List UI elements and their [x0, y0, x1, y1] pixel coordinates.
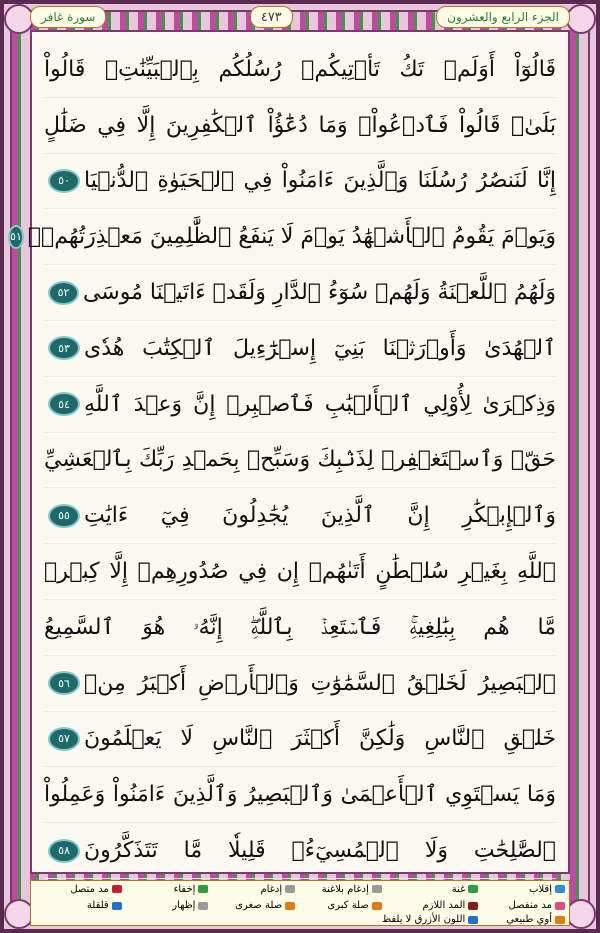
page-header: [30, 4, 570, 30]
legend-label: غنة: [451, 883, 466, 895]
legend-label: أوي طبيعي: [506, 914, 552, 925]
verse-line: [44, 823, 556, 879]
legend-label: المد اللازم: [422, 900, 466, 912]
legend-item: [208, 884, 295, 895]
verse-text: وَٱلۡإِبۡكَٰرِ إِنَّ ٱلَّذِينَ يُجَٰدِلُونَ فِيٓ ءَايَٰتِ: [84, 503, 556, 529]
verse-line: [44, 712, 556, 768]
verse-line: [44, 433, 556, 489]
ayah-number-marker: ٥٣: [48, 336, 80, 360]
legend-item: [382, 914, 478, 925]
verse-text: قَالُوٓاْ أَوَلَمۡ تَكُ تَأۡتِيكُمۡ رُسُلُكُم بِٱلۡبَيِّنَٰتِۖ قَالُواْ: [44, 56, 556, 82]
verse-text: ٱللَّهِ بِغَيۡرِ سُلۡطَٰنٍ أَتَىٰهُمۡ إِن فِي صُدُورِهِمۡ إِلَّا كِبۡرٞ: [44, 559, 556, 585]
legend-swatch: [555, 902, 565, 910]
verse-text: وَلَهُمُ ٱللَّعۡنَةُ وَلَهُمۡ سُوٓءُ ٱلدَّارِ وَلَقَدۡ ءَاتَيۡنَا مُوسَى: [82, 280, 556, 306]
corner-ornament: [566, 4, 596, 34]
legend-label: صلة صغرى: [235, 900, 283, 912]
verse-line: [44, 265, 556, 321]
verse-line: [44, 656, 556, 712]
verse-line: [44, 321, 556, 377]
verse-text: ٱلۡهُدَىٰ وَأَوۡرَثۡنَا بَنِيٓ إِسۡرَٰٓءِيلَ ٱلۡكِتَٰبَ هُدٗى: [84, 335, 556, 361]
legend-item: [382, 900, 478, 911]
legend-label: صلة كبرى: [327, 900, 369, 912]
quran-lines: [10, 42, 556, 870]
verse-text: حَقّٞ وَٱسۡتَغۡفِرۡ لِذَنۢبِكَ وَسَبِّحۡ بِحَمۡدِ رَبِّكَ بِٱلۡعَشِيِّ: [44, 447, 556, 473]
ayah-number-marker: ٥٨: [48, 839, 80, 863]
corner-ornament: [566, 899, 596, 929]
verse-text: وَمَا يَسۡتَوِي ٱلۡأَعۡمَىٰ وَٱلۡبَصِيرُ وَٱلَّذِينَ ءَامَنُواْ وَعَمِلُواْ: [44, 782, 556, 808]
legend-swatch: [468, 885, 478, 893]
verse-text: خَلۡقِ ٱلنَّاسِ وَلَٰكِنَّ أَكۡثَرَ ٱلنَّاسِ لَا يَعۡلَمُونَ: [84, 726, 556, 752]
verse-text: إِنَّا لَنَنصُرُ رُسُلَنَا وَٱلَّذِينَ ءَامَنُواْ فِي ٱلۡحَيَوٰةِ ٱلدُّنۡيَا: [84, 168, 556, 194]
legend-item: [478, 884, 565, 895]
ayah-number-marker: ٥٤: [48, 392, 80, 416]
legend-swatch: [285, 902, 295, 910]
verse-text: وَيَوۡمَ يَقُومُ ٱلۡأَشۡهَٰدُ يَوۡمَ لَا يَنفَعُ ٱلظَّٰلِمِينَ مَعۡذِرَتُهُمۡۖ: [27, 224, 556, 250]
verse-line: [44, 42, 556, 98]
legend-swatch: [285, 885, 295, 893]
legend-item: [478, 914, 565, 925]
legend-swatch: [198, 902, 208, 910]
legend-item: [122, 900, 209, 911]
legend-item: [35, 884, 122, 895]
verse-text: وَذِكۡرَىٰ لِأُوْلِي ٱلۡأَلۡبَٰبِ فَٱصۡبِرۡ إِنَّ وَعۡدَ ٱللَّهِ: [84, 391, 556, 417]
verse-line: [44, 98, 556, 154]
legend-label: قلقلة: [86, 900, 109, 912]
legend-swatch: [468, 916, 478, 924]
ayah-number-marker: ٥٦: [48, 671, 80, 695]
verse-line: [44, 488, 556, 544]
juz-label: الجزء الرابع والعشرون: [436, 6, 570, 28]
verse-line: [44, 544, 556, 600]
legend-item: [122, 884, 209, 895]
legend-swatch: [468, 902, 478, 910]
legend-swatch: [198, 885, 208, 893]
ayah-number-marker: ٥٧: [48, 727, 80, 751]
legend-swatch: [112, 885, 122, 893]
legend-label: إدغام: [260, 883, 283, 895]
legend-swatch: [555, 885, 565, 893]
legend-label: إخفاء: [173, 883, 196, 895]
verse-line: [44, 767, 556, 823]
legend-swatch: [372, 902, 382, 910]
legend-label: اللون الأزرق لا يلفظ: [381, 914, 466, 925]
verse-line: [44, 154, 556, 210]
legend-label: مد متصل: [70, 883, 109, 895]
verse-text: بَلَىٰۚ قَالُواْ فَٱدۡعُواْۗ وَمَا دُعَٰٓؤُاْ ٱلۡكَٰفِرِينَ إِلَّا فِي ضَلَٰلٍ: [44, 112, 556, 138]
verse-line: [10, 209, 556, 265]
verse-text: ٱلۡبَصِيرُ لَخَلۡقُ ٱلسَّمَٰوَٰتِ وَٱلۡأَرۡضِ أَكۡبَرُ مِنۡ: [84, 670, 556, 696]
verse-line: [44, 377, 556, 433]
legend-label: إقلاب: [529, 883, 552, 895]
page-number: ٤٧٣: [250, 6, 293, 28]
legend-item: [478, 900, 565, 911]
verse-line: [44, 600, 556, 656]
ayah-number-marker: ٥٢: [48, 281, 79, 305]
legend-item: [208, 900, 295, 911]
ayah-number-marker: ٥١: [8, 225, 24, 249]
legend-swatch: [112, 902, 122, 910]
legend-item: [295, 884, 382, 895]
ayah-number-marker: ٥٥: [48, 504, 80, 528]
legend-item: [295, 900, 382, 911]
ayah-number-marker: ٥٠: [48, 169, 80, 193]
tajweed-legend: [30, 880, 570, 926]
verse-text: ٱلصَّٰلِحَٰتِ وَلَا ٱلۡمُسِيٓءُۚ قَلِيلٗا مَّا تَتَذَكَّرُونَ: [84, 838, 556, 864]
verse-text: مَّا هُم بِبَٰلِغِيهِۚ فَٱسۡتَعِذۡ بِٱللَّهِۖ إِنَّهُۥ هُوَ ٱلسَّمِيعُ: [44, 614, 556, 640]
legend-label: مد منفصل: [508, 900, 552, 912]
legend-label: إدغام بلاغنة: [321, 883, 369, 895]
legend-swatch: [555, 916, 565, 924]
surah-label: سورة غافر: [30, 6, 106, 28]
legend-item: [382, 884, 478, 895]
legend-label: إظهار: [172, 900, 196, 912]
legend-swatch: [372, 885, 382, 893]
legend-item: [35, 900, 122, 911]
